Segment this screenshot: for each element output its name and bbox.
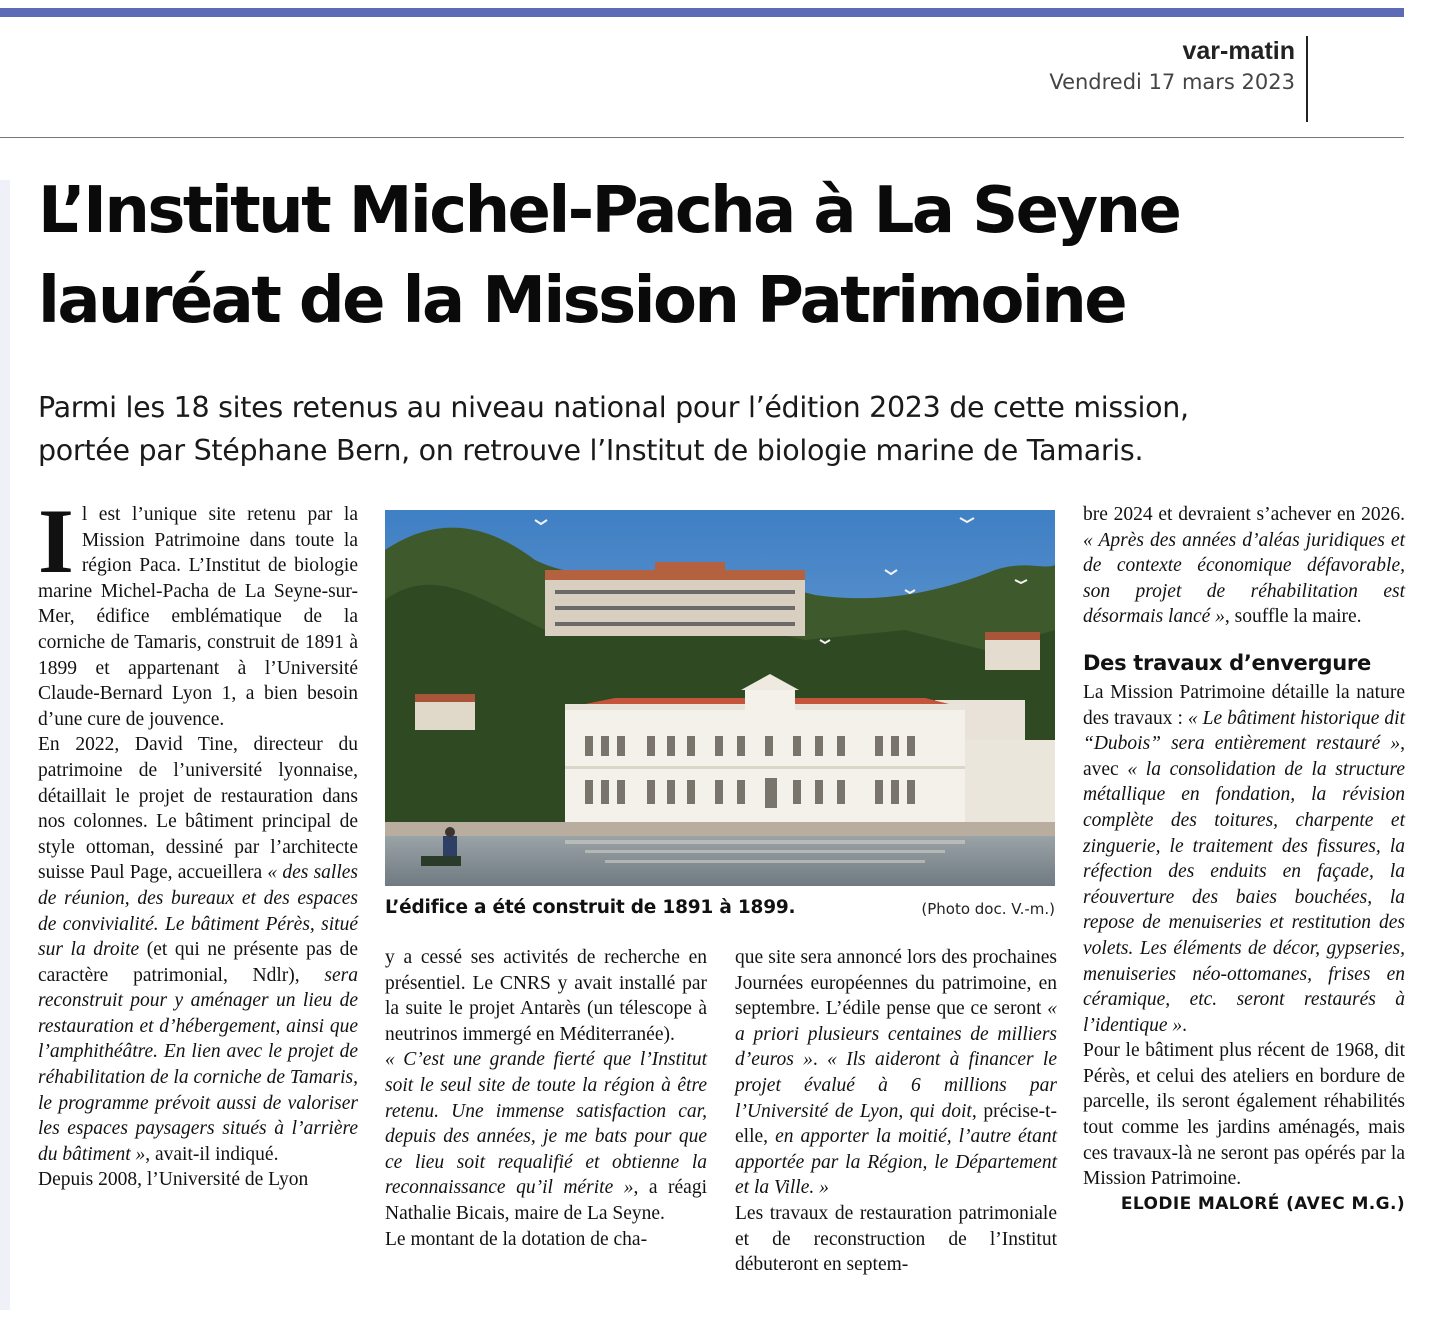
article-photo	[385, 510, 1055, 886]
photo-credit: (Photo doc. V.-m.)	[921, 900, 1055, 918]
top-color-bar	[0, 8, 1404, 17]
paragraph-cnrs: y a cessé ses activités de recherche en présentiel. Le CNRS y avait installé par la suite le projet Antarès (un télescope à neutrinos immergé en Méditerranée).	[385, 947, 707, 1045]
publication-date: Vendredi 17 mars 2023	[1049, 70, 1295, 94]
headline	[38, 166, 1408, 346]
article-column-2	[385, 945, 707, 1252]
article-column-1	[38, 490, 358, 1193]
paragraph-nature-travaux: La Mission Patrimoine détaille la nature des travaux : « Le bâtiment historique dit “Dubois” sera entièrement restauré », avec « la consolidation de la structure métallique en fondation, la révision complète des toitures, charpente et zinguerie, le traitement des fissures, la réfection des enduits en façade, la réouverture des baies bouchées, la repose de menuiseries et restitution des volets. Les éléments de décor, gypseries, menuiseries néo-ottomanes, frises en céramique, etc. seront restaurés à l’identique ».	[1083, 681, 1405, 1036]
newspaper-name: var-matin	[1182, 37, 1295, 65]
standfirst-line-1: Parmi les 18 sites retenus au niveau national pour l’édition 2023 de cette mission,	[38, 391, 1189, 424]
paragraph-travaux-debut: Les travaux de restauration patrimoniale et de reconstruction de l’Institut débuteront en septem-	[735, 1202, 1057, 1276]
masthead	[1049, 36, 1295, 98]
standfirst-line-2: portée par Stéphane Bern, on retrouve l’Institut de biologie marine de Tamaris.	[38, 434, 1144, 467]
header-rule	[0, 137, 1404, 138]
article-column-4	[1083, 502, 1405, 1216]
paragraph-2008: Depuis 2008, l’Université de Lyon	[38, 1169, 309, 1191]
paragraph-dotation: Le montant de la dotation de cha-	[385, 1228, 648, 1250]
section-subhead: Des travaux d’envergure	[1083, 650, 1371, 675]
paragraph-intro: Il est l’unique site retenu par la Mission Patrimoine dans toute la région Paca. L’Institut de biologie marine Michel-Pacha de La Seyne-sur-Mer, édifice emblématique de la corniche de Tamaris, construit de 1891 à 1899 et appartenant à l’Université Claude-Bernard Lyon 1, a bien besoin d’une cure de jouvence.	[38, 490, 358, 730]
paragraph-2022: En 2022, David Tine, directeur du patrimoine de l’université lyonnaise, détaillait le projet de restauration dans nos colonnes. Le bâtiment principal de style ottoman, dessiné par l’architecte suisse Paul Page, accueillera « des salles de réunion, des bureaux et des espaces de convivialité. Le bâtiment Pérès, situé sur la droite (et qui ne présente pas de caractère patrimonial, Ndlr), sera reconstruit pour y aménager un lieu de restauration et d’hébergement, ainsi que l’amphithéâtre. En lien avec le projet de réhabilitation de la corniche de Tamaris, le programme prévoit aussi de valoriser les espaces paysagers situés à l’arrière du bâtiment », avait-il indiqué.	[38, 734, 358, 1165]
photo-caption: L’édifice a été construit de 1891 à 1899.	[385, 897, 796, 918]
masthead-divider	[1306, 36, 1308, 122]
author-byline: ELODIE MALORÉ (AVEC M.G.)	[1120, 1193, 1405, 1214]
paragraph-achevement: bre 2024 et devraient s’achever en 2026. « Après des années d’aléas juridiques et de contexte économique défavorable, son projet de réhabilitation est désormais lancé », souffle la maire.	[1083, 504, 1405, 628]
drop-cap: I	[38, 490, 74, 592]
standfirst	[38, 386, 1418, 472]
headline-line-1: L’Institut Michel-Pacha à La Seyne	[38, 174, 1180, 248]
paragraph-quote-maire: « C’est une grande fierté que l’Institut soit le seul site de toute la région à être retenu. Une immense satisfaction car, depuis des années, je me bats pour que ce lieu soit requalifié et obtienne la reconnaissance qu’il mérite », a réagi Nathalie Bicais, maire de La Seyne.	[385, 1049, 707, 1224]
left-margin-bar	[0, 180, 10, 1310]
institut-building-photo	[385, 510, 1055, 886]
paragraph-journees: que site sera annoncé lors des prochaines Journées européennes du patrimoine, en septembre. L’édile pense que ce seront « a priori plusieurs centaines de milliers d’euros ». « Ils aideront à financer le projet évalué à 6 millions par l’Université de Lyon, qui doit, précise-t-elle, en apporter la moitié, l’autre étant apportée par la Région, le Département et la Ville. »	[735, 947, 1058, 1199]
photo-caption-bar	[385, 894, 1055, 924]
article-column-3	[735, 945, 1057, 1278]
paragraph-batiment-1968: Pour le bâtiment plus récent de 1968, dit Pérès, et celui des ateliers en bordure de parcelle, ils seront également réhabilités tout comme les jardins aménagés, mais ces travaux-là ne seront pas opérés par la Mission Patrimoine.	[1083, 1040, 1405, 1190]
headline-line-2: lauréat de la Mission Patrimoine	[38, 264, 1126, 338]
